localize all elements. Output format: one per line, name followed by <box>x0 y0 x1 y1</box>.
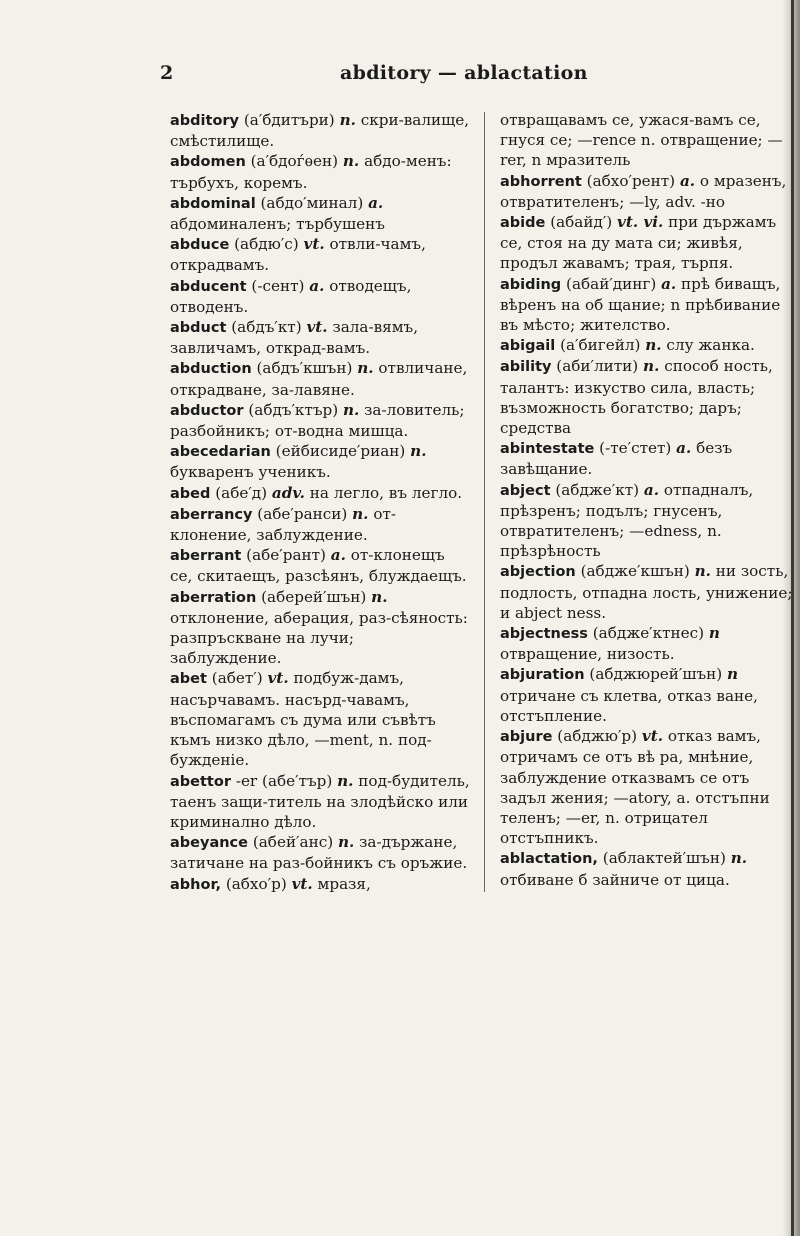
entry-pronunciation: (ейбисиде′риан) <box>275 442 406 461</box>
entry-part-of-speech: n. <box>410 442 427 461</box>
entry-headword: ablactation, <box>500 851 598 868</box>
entry-definition: ни зость, подлость, отпадна лость, унижение; и abject ness. <box>500 562 793 622</box>
entry-definition: под-будитель, таенъ защи-титель на злодѣйско или криминално дѣло. <box>170 771 470 831</box>
entry-pronunciation: (абдъ′ктър) <box>248 400 339 419</box>
entry-headword: abeyance <box>170 835 248 852</box>
entry-pronunciation: (абдже′кт) <box>555 480 640 499</box>
dictionary-entry <box>500 171 798 212</box>
running-head: abditory — ablactation <box>340 62 588 84</box>
dictionary-entry <box>500 110 798 171</box>
dictionary-entry <box>500 356 798 438</box>
entry-headword: abduct <box>170 320 227 337</box>
entry-pronunciation: (абджю′р) <box>557 727 638 746</box>
entry-part-of-speech: a. <box>676 439 692 458</box>
entry-pronunciation: (-сент) <box>251 276 305 295</box>
entry-part-of-speech: a. <box>643 480 659 499</box>
dictionary-entry <box>170 193 470 234</box>
entry-part-of-speech: a. <box>661 274 677 293</box>
entry-definition: способ ность, талантъ: изкуство сила, власть; възможность богатство; даръ; средства <box>500 357 773 438</box>
entry-pronunciation: (абхо′рент) <box>586 171 676 190</box>
entry-pronunciation: (абайд′) <box>550 213 613 232</box>
entry-headword: abjure <box>500 729 553 746</box>
entry-definition: от-клонещъ се, скитаещъ, разсѣянъ, блуждаещъ. <box>170 546 467 586</box>
entry-part-of-speech: a. <box>309 276 325 295</box>
column-divider <box>484 112 485 892</box>
entry-definition: прѣ биващъ, вѣренъ на об щание; n прѣбивание въ мѣсто; жителство. <box>500 274 781 335</box>
entry-definition: абдо-менъ: търбухъ, коремъ. <box>170 152 452 192</box>
dictionary-entry <box>500 561 798 623</box>
dictionary-entry <box>170 151 470 192</box>
dictionary-entry <box>170 234 470 275</box>
dictionary-entry <box>170 317 470 358</box>
entry-headword: abettor <box>170 773 231 790</box>
entry-headword: abditory <box>170 113 240 129</box>
entry-headword: abintestate <box>500 441 595 458</box>
entry-pronunciation: (аблактей′шън) <box>602 849 726 868</box>
entry-part-of-speech: a. <box>330 546 346 565</box>
entry-part-of-speech: vt. vi. <box>617 213 664 232</box>
dictionary-entry <box>500 274 798 336</box>
dictionary-entry <box>170 441 470 482</box>
entry-headword: abduce <box>170 237 230 254</box>
entry-headword: abigail <box>500 338 556 355</box>
entry-definition: на легло, въ легло. <box>309 483 463 502</box>
entry-headword: abed <box>170 485 211 502</box>
entry-definition: отклонение, аберация, раз-сѣяность: разпръскване на лучи; заблуждение. <box>170 608 468 668</box>
entry-part-of-speech: n. <box>339 111 356 129</box>
entry-headword: abecedarian <box>170 444 271 461</box>
entry-pronunciation: (абей′анс) <box>252 833 334 852</box>
entry-headword: abductor <box>170 402 244 419</box>
entry-pronunciation: (абе′рант) <box>246 546 326 565</box>
entry-definition: за-ловитель; разбойникъ; от-водна мишца. <box>170 400 465 441</box>
entry-part-of-speech: n. <box>337 771 354 790</box>
entry-pronunciation: (а′бигейл) <box>560 336 641 355</box>
entry-definition: отбиване б зайниче от цица. <box>500 870 730 889</box>
entry-headword: abhor, <box>170 876 221 893</box>
entry-headword: abject <box>500 482 551 499</box>
entry-definition: слу жанка. <box>666 336 755 355</box>
entry-pronunciation: (абе′д) <box>215 483 268 502</box>
dictionary-entry <box>170 668 470 770</box>
entry-part-of-speech: vt. <box>303 235 325 254</box>
entry-pronunciation: (абджюрей′шън) <box>589 665 723 684</box>
entry-headword: abhorrent <box>500 173 582 190</box>
left-column <box>170 110 470 895</box>
entry-part-of-speech: n <box>727 665 739 684</box>
entry-pronunciation: (абдже′ктнес) <box>592 624 705 643</box>
entry-part-of-speech: n. <box>352 504 369 523</box>
dictionary-entry <box>170 400 470 441</box>
entry-part-of-speech: vt. <box>306 318 328 337</box>
entry-definition: отпадналъ, прѣзренъ; подълъ; гнусенъ, отвратителенъ; —edness, n. прѣзрѣность <box>500 480 754 561</box>
entry-definition: за-държане, затичане на раз-бойникъ съ оръжие. <box>170 833 468 873</box>
entry-headword: abjectness <box>500 626 588 643</box>
entry-headword: abiding <box>500 276 562 293</box>
dictionary-entry <box>500 438 798 479</box>
entry-headword: abduction <box>170 361 252 378</box>
dictionary-entry <box>170 832 470 873</box>
entry-part-of-speech: n. <box>643 357 660 376</box>
dictionary-entry <box>170 587 470 669</box>
entry-definition: отричане съ клетва, отказ ване, отстъпление. <box>500 686 758 725</box>
entry-part-of-speech: n. <box>342 400 360 419</box>
entry-pronunciation: (абдъ′кт) <box>231 318 302 337</box>
dictionary-entry <box>500 726 798 848</box>
entry-part-of-speech: n. <box>357 359 374 378</box>
entry-definition: букваренъ ученикъ. <box>170 463 331 482</box>
entry-pronunciation: (а′бдитъри) <box>243 111 335 129</box>
entry-pronunciation: (абе′ранси) <box>257 504 348 523</box>
entry-definition: мразя, <box>317 874 371 893</box>
entry-definition: отвли-чамъ, открадвамъ. <box>170 235 426 275</box>
entry-part-of-speech: vt. <box>267 669 289 688</box>
entry-headword: abet <box>170 671 207 688</box>
dictionary-entry <box>500 848 798 889</box>
entry-part-of-speech: n <box>708 624 720 643</box>
entry-headword: abdominal <box>170 195 256 212</box>
entry-part-of-speech: a. <box>368 193 384 212</box>
entry-pronunciation: (абдо′минал) <box>260 193 364 212</box>
entry-headword: ability <box>500 359 552 376</box>
entry-part-of-speech: n. <box>694 562 711 581</box>
dictionary-entry <box>170 545 470 586</box>
entry-headword: aberrancy <box>170 506 253 523</box>
dictionary-entry <box>170 276 470 317</box>
entry-pronunciation: -er (абе′тър) <box>235 771 333 790</box>
entry-definition: от-клонение, заблуждение. <box>170 504 396 545</box>
entry-part-of-speech: n. <box>342 152 360 171</box>
entry-definition: отвличане, открадване, за-лавяне. <box>170 359 468 399</box>
entry-part-of-speech: n. <box>645 336 662 355</box>
entry-definition: при държамъ се, стоя на ду мата си; живѣя, продъл жавамъ; трая, търпя. <box>500 213 777 273</box>
right-column <box>500 110 798 890</box>
entry-pronunciation: (абай′динг) <box>566 274 657 293</box>
entry-part-of-speech: a. <box>679 171 696 190</box>
dictionary-entry <box>170 358 470 399</box>
entry-pronunciation: (аби′лити) <box>556 357 639 376</box>
entry-part-of-speech: vt. <box>641 727 664 746</box>
entry-definition: отказ вамъ, отричамъ се отъ вѣ ра, мнѣние, заблуждение отказвамъ се отъ задъл жения; —atory, a. отстъпни теленъ; —er, n. отрицател отстъпникъ. <box>500 727 770 848</box>
entry-definition: абдоминаленъ; търбушенъ <box>170 215 385 234</box>
dictionary-entry <box>500 212 798 274</box>
entry-part-of-speech: vt. <box>291 874 313 893</box>
entry-headword: abide <box>500 215 546 232</box>
entry-definition: безъ завѣщание. <box>500 439 733 479</box>
entry-pronunciation: (аберей′шън) <box>261 587 367 606</box>
entry-definition: зала-вямъ, завличамъ, открад-вамъ. <box>170 318 419 358</box>
entry-definition: о мразенъ, отвратителенъ; —ly, adv. -но <box>500 171 787 211</box>
dictionary-entry <box>500 480 798 562</box>
entry-part-of-speech: adv. <box>271 483 305 502</box>
entry-headword: abjection <box>500 564 576 581</box>
entry-definition: отвращавамъ се, ужася-вамъ се, гнуся се; —rence n. отвращение; —rer, n мразитель <box>500 111 783 170</box>
entry-headword: abdomen <box>170 154 246 171</box>
dictionary-entry <box>500 664 798 726</box>
entry-definition: отводещъ, отводенъ. <box>170 276 412 316</box>
page-number: 2 <box>160 62 174 84</box>
dictionary-entry <box>170 483 470 504</box>
entry-pronunciation: (абдю′с) <box>234 235 299 254</box>
entry-part-of-speech: n. <box>371 587 388 606</box>
entry-pronunciation: (-те′стет) <box>599 439 672 458</box>
entry-part-of-speech: n. <box>730 849 748 868</box>
dictionary-entry <box>170 110 470 151</box>
entry-definition: подбуж-дамъ, насърчавамъ. насърд-чавамъ, въспомагамъ съ дума или съвѣтъ къмъ низко дѣло, —ment, n. под-бужденіе. <box>170 669 436 770</box>
entry-pronunciation: (а′бдоѓѳен) <box>250 152 339 171</box>
dictionary-entry <box>170 771 470 833</box>
dictionary-entry <box>500 623 798 664</box>
entry-definition: скри-валище, смѣстилище. <box>170 111 470 151</box>
dictionary-entry <box>500 335 798 356</box>
dictionary-entry <box>170 874 470 895</box>
entry-headword: abducent <box>170 278 247 295</box>
entry-pronunciation: (абдъ′кшън) <box>256 359 353 378</box>
entry-part-of-speech: n. <box>337 833 355 852</box>
entry-headword: aberration <box>170 589 257 606</box>
entry-headword: abjuration <box>500 667 585 684</box>
entry-headword: aberrant <box>170 548 242 565</box>
dictionary-entry <box>170 504 470 545</box>
page-header <box>160 62 780 92</box>
entry-definition: отвращение, низость. <box>500 645 675 664</box>
entry-pronunciation: (абет′) <box>211 669 263 688</box>
entry-pronunciation: (абхо′р) <box>225 874 287 893</box>
entry-pronunciation: (абдже′кшън) <box>580 562 690 581</box>
